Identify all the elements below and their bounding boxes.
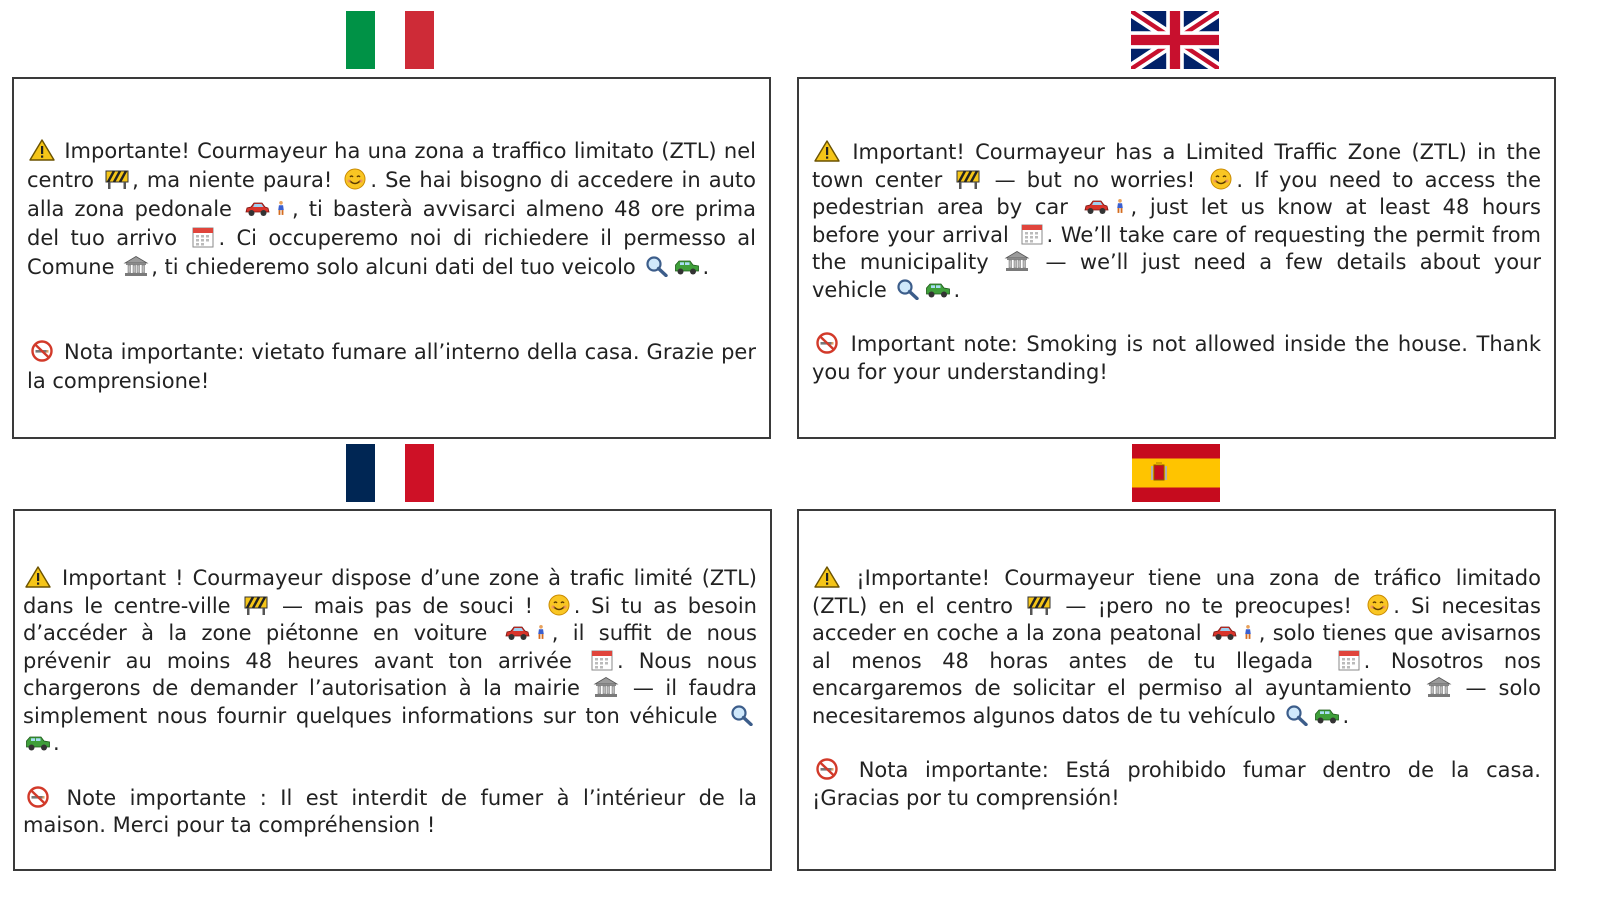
- italian-ztl-paragraph: [27, 137, 756, 282]
- english-text-2: — but no worries!: [994, 167, 1196, 192]
- pedestrian-icon: [272, 197, 290, 219]
- french-text-7: .: [53, 731, 60, 755]
- italian-flag: [346, 11, 434, 69]
- italian-text-7: .: [702, 255, 710, 279]
- spanish-flag: [1132, 444, 1220, 502]
- english-text-7: .: [953, 277, 961, 302]
- spanish-text-4: , solo tienes que avisarnos al menos 48 horas antes de tu llegada: [812, 621, 1541, 673]
- french-ztl-paragraph: [23, 565, 757, 758]
- italian-notice-card: [12, 77, 771, 439]
- calendar-icon: [589, 649, 615, 671]
- italian-text-5: . Ci occuperemo noi di richiedere il permesso al Comune: [27, 226, 756, 279]
- french-text-2: — mais pas de souci !: [282, 593, 534, 618]
- construction-barrier-icon: [104, 168, 130, 190]
- construction-barrier-icon: [1026, 594, 1052, 616]
- smiling-face-icon: [1365, 594, 1391, 616]
- french-smoking-text: Note importante : Il est interdit de fumer à l’intérieur de la maison. Merci pour ta compréhension !: [23, 785, 757, 837]
- town-hall-icon: [123, 255, 149, 277]
- spanish-text-6: — solo necesitaremos algunos datos de tu vehículo: [812, 676, 1541, 728]
- english-ztl-paragraph: [812, 139, 1541, 304]
- warning-icon: [29, 139, 55, 161]
- french-text-4: , il suffit de nous prévenir au moins 48 heures avant ton arrivée: [23, 621, 757, 673]
- english-text-6: — we’ll just need a few details about your vehicle: [812, 250, 1541, 302]
- construction-barrier-icon: [243, 594, 269, 616]
- no-smoking-icon: [814, 332, 840, 354]
- pedestrian-icon: [1111, 195, 1129, 217]
- magnifier-icon: [1284, 704, 1310, 726]
- car-icon: [1211, 621, 1237, 643]
- town-hall-icon: [1426, 676, 1452, 698]
- english-text-4: , just let us know at least 48 hours before your arrival: [812, 195, 1541, 247]
- english-text-1: Important! Courmayeur has a Limited Traffic Zone (ZTL) in the town center: [812, 140, 1541, 192]
- suv-icon: [25, 731, 51, 753]
- uk-flag: [1131, 11, 1219, 69]
- smiling-face-icon: [546, 594, 572, 616]
- french-notice-card: [13, 509, 772, 871]
- italian-text-4: , ti basterà avvisarci almeno 48 ore prima del tuo arrivo: [27, 197, 756, 250]
- spanish-text-7: .: [1342, 703, 1350, 728]
- smiling-face-icon: [1208, 168, 1234, 190]
- french-text-3: . Si tu as besoin d’accéder à la zone piétonne en voiture: [23, 593, 757, 645]
- calendar-icon: [1336, 649, 1362, 671]
- french-text-5: . Nous nous chargerons de demander l’autorisation à la mairie: [23, 648, 757, 700]
- french-flag: [346, 444, 434, 502]
- no-smoking-icon: [814, 758, 840, 780]
- spanish-ztl-paragraph: [812, 565, 1541, 730]
- spanish-smoking-paragraph: [812, 757, 1541, 812]
- pedestrian-icon: [532, 621, 550, 643]
- italian-text-1: Importante! Courmayeur ha una zona a traffico limitato (ZTL) nel centro: [27, 139, 756, 192]
- warning-icon: [814, 566, 840, 588]
- italian-text-3: . Se hai bisogno di accedere in auto alla zona pedonale: [27, 168, 757, 221]
- french-text-1: Important ! Courmayeur dispose d’une zone à trafic limité (ZTL) dans le centre-ville: [23, 566, 757, 618]
- spanish-notice-card: [797, 509, 1556, 871]
- pedestrian-icon: [1239, 621, 1257, 643]
- car-icon: [1083, 195, 1109, 217]
- english-text-5: . We’ll take care of requesting the permit from the municipality: [812, 222, 1542, 274]
- town-hall-icon: [593, 676, 619, 698]
- suv-icon: [674, 255, 700, 277]
- calendar-icon: [190, 226, 216, 248]
- italian-text-6: , ti chiederemo solo alcuni dati del tuo veicolo: [151, 255, 636, 279]
- magnifier-icon: [644, 255, 670, 277]
- italian-text-2: , ma niente paura!: [132, 168, 333, 192]
- english-text-3: . If you need to access the pedestrian area by car: [812, 167, 1541, 219]
- italian-smoking-paragraph: [27, 338, 756, 396]
- suv-icon: [1314, 704, 1340, 726]
- spanish-text-1: ¡Importante! Courmayeur tiene una zona de tráfico limitado (ZTL) en el centro: [812, 566, 1541, 618]
- warning-icon: [25, 566, 51, 588]
- warning-icon: [814, 140, 840, 162]
- no-smoking-icon: [29, 340, 55, 362]
- town-hall-icon: [1004, 250, 1030, 272]
- italian-smoking-text: Nota importante: vietato fumare all’interno della casa. Grazie per la comprensione!: [27, 340, 756, 393]
- spanish-text-2: — ¡pero no te preocupes!: [1065, 593, 1352, 618]
- car-icon: [504, 621, 530, 643]
- magnifier-icon: [729, 704, 755, 726]
- french-text-6: — il faudra simplement nous fournir quelques informations sur ton véhicule: [23, 676, 757, 728]
- english-notice-card: [797, 77, 1556, 439]
- no-smoking-icon: [25, 786, 51, 808]
- english-smoking-text: Important note: Smoking is not allowed inside the house. Thank you for your understanding!: [812, 332, 1541, 384]
- french-smoking-paragraph: [23, 785, 757, 840]
- calendar-icon: [1019, 223, 1045, 245]
- magnifier-icon: [895, 278, 921, 300]
- construction-barrier-icon: [955, 168, 981, 190]
- car-icon: [244, 197, 270, 219]
- english-smoking-paragraph: [812, 331, 1541, 386]
- smiling-face-icon: [342, 168, 368, 190]
- suv-icon: [925, 278, 951, 300]
- spanish-text-3: . Si necesitas acceder en coche a la zona peatonal: [812, 593, 1541, 645]
- spanish-text-5: . Nosotros nos encargaremos de solicitar el permiso al ayuntamiento: [812, 648, 1541, 700]
- spanish-smoking-text: Nota importante: Está prohibido fumar dentro de la casa. ¡Gracias por tu comprensión!: [812, 758, 1541, 810]
